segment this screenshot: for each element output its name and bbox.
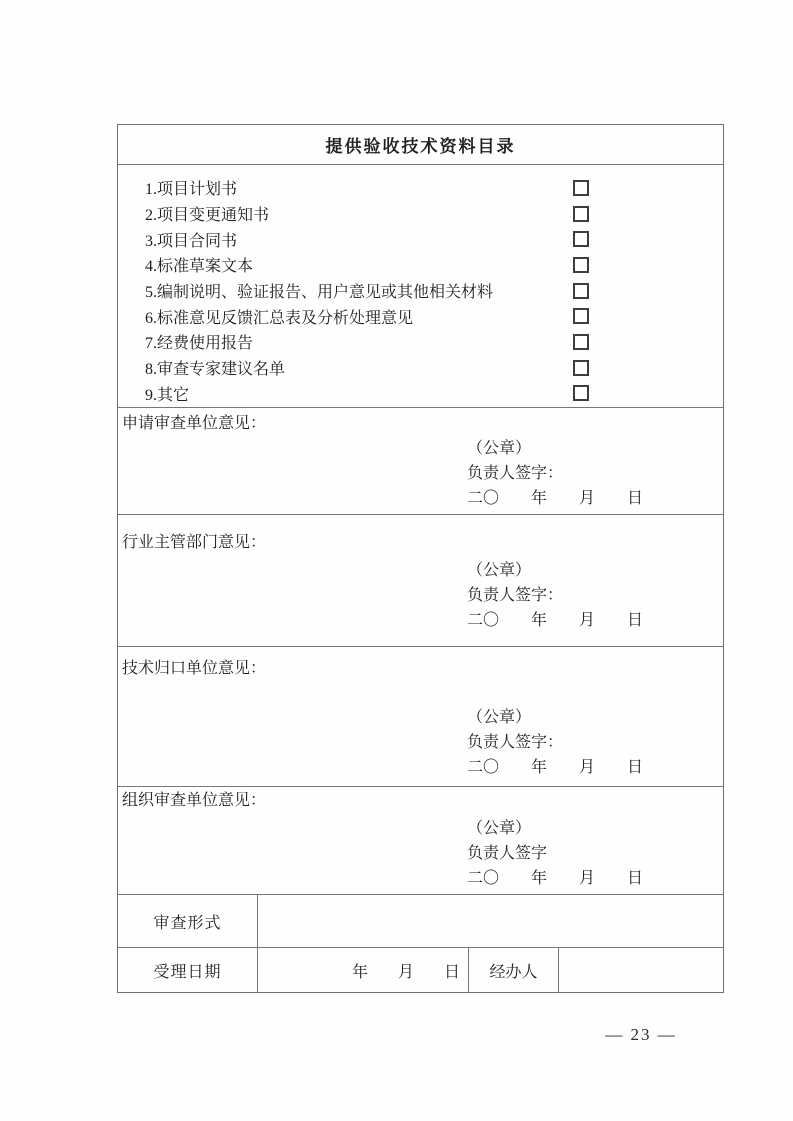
checklist-item-label: 2.项目变更通知书 bbox=[145, 207, 270, 225]
opinion-section-organizing-unit bbox=[118, 787, 723, 895]
signature-block bbox=[467, 816, 643, 891]
checklist-item-label: 4.标准草案文本 bbox=[145, 258, 254, 276]
date-prefix: 二〇 bbox=[467, 759, 500, 776]
date-day-label: 日 bbox=[443, 963, 460, 981]
sign-label: 负责人签字： bbox=[467, 587, 564, 604]
checklist-item bbox=[118, 175, 723, 201]
date-day-label: 日 bbox=[627, 759, 644, 776]
opinion-section-applicant bbox=[118, 408, 723, 515]
acceptance-date-row bbox=[118, 948, 723, 992]
date-month-label: 月 bbox=[579, 612, 596, 629]
checkbox[interactable] bbox=[573, 257, 589, 273]
checklist-item bbox=[118, 252, 723, 278]
date-prefix: 二〇 bbox=[467, 490, 500, 507]
date-day-label: 日 bbox=[627, 490, 644, 507]
checklist-item-label: 9.其它 bbox=[145, 386, 190, 404]
opinion-section-technical-unit bbox=[118, 647, 723, 787]
date-day-label: 日 bbox=[627, 612, 644, 629]
date-month-label: 月 bbox=[397, 963, 414, 981]
checkbox[interactable] bbox=[573, 334, 589, 350]
date-year-label: 年 bbox=[531, 490, 548, 507]
checkbox[interactable] bbox=[573, 360, 589, 376]
checklist-item-label: 6.标准意见反馈汇总表及分析处理意见 bbox=[145, 309, 414, 327]
opinion-section-industry-authority bbox=[118, 515, 723, 647]
checkbox[interactable] bbox=[573, 308, 589, 324]
section-label: 申请审查单位意见： bbox=[122, 415, 267, 432]
checkbox[interactable] bbox=[573, 283, 589, 299]
date-month-label: 月 bbox=[579, 759, 596, 776]
date-line bbox=[467, 486, 643, 511]
section-label: 行业主管部门意见： bbox=[122, 534, 267, 551]
date-year-label: 年 bbox=[531, 759, 548, 776]
checklist-item bbox=[118, 201, 723, 227]
checkbox[interactable] bbox=[573, 206, 589, 222]
page-number: — 23 — bbox=[605, 1025, 677, 1044]
handler-value-cell bbox=[559, 948, 723, 992]
checklist-item bbox=[118, 226, 723, 252]
date-prefix: 二〇 bbox=[467, 870, 500, 887]
signature-block bbox=[467, 705, 643, 780]
section-label: 组织审查单位意见： bbox=[122, 792, 267, 809]
sign-label: 负责人签字： bbox=[467, 734, 564, 751]
acceptance-date-cell bbox=[258, 948, 469, 992]
checklist bbox=[118, 165, 723, 408]
sign-label: 负责人签字： bbox=[467, 465, 564, 482]
date-prefix: 二〇 bbox=[467, 612, 500, 629]
review-form-value-cell bbox=[258, 895, 723, 947]
date-month-label: 月 bbox=[579, 870, 596, 887]
form-title: 提供验收技术资料目录 bbox=[118, 125, 723, 165]
checklist-item bbox=[118, 278, 723, 304]
section-label: 技术归口单位意见： bbox=[122, 660, 267, 677]
date-line bbox=[467, 866, 643, 891]
date-line bbox=[467, 608, 643, 633]
checklist-item-label: 1.项目计划书 bbox=[145, 181, 238, 199]
sign-label: 负责人签字 bbox=[467, 845, 548, 862]
checkbox[interactable] bbox=[573, 231, 589, 247]
acceptance-date-label: 受理日期 bbox=[118, 948, 258, 992]
checklist-item bbox=[118, 381, 723, 407]
date-month-label: 月 bbox=[579, 490, 596, 507]
handler-label: 经办人 bbox=[469, 948, 559, 992]
signature-block bbox=[467, 558, 643, 633]
date-line bbox=[467, 755, 643, 780]
form-table bbox=[117, 124, 724, 993]
review-form-label: 审查形式 bbox=[118, 895, 258, 947]
checklist-item-label: 3.项目合同书 bbox=[145, 232, 238, 250]
date-year-label: 年 bbox=[531, 612, 548, 629]
checklist-item bbox=[118, 303, 723, 329]
checkbox[interactable] bbox=[573, 385, 589, 401]
date-day-label: 日 bbox=[627, 870, 644, 887]
seal-label: （公章） bbox=[467, 709, 532, 726]
checklist-item-label: 7.经费使用报告 bbox=[145, 335, 254, 353]
seal-label: （公章） bbox=[467, 820, 532, 837]
checklist-item bbox=[118, 355, 723, 381]
checklist-item bbox=[118, 329, 723, 355]
date-year-label: 年 bbox=[531, 870, 548, 887]
checklist-item-label: 5.编制说明、验证报告、用户意见或其他相关材料 bbox=[145, 284, 494, 302]
checkbox[interactable] bbox=[573, 180, 589, 196]
signature-block bbox=[467, 436, 643, 511]
review-form-row bbox=[118, 895, 723, 948]
seal-label: （公章） bbox=[467, 440, 532, 457]
date-year-label: 年 bbox=[351, 963, 368, 981]
seal-label: （公章） bbox=[467, 562, 532, 579]
checklist-item-label: 8.审查专家建议名单 bbox=[145, 361, 286, 379]
